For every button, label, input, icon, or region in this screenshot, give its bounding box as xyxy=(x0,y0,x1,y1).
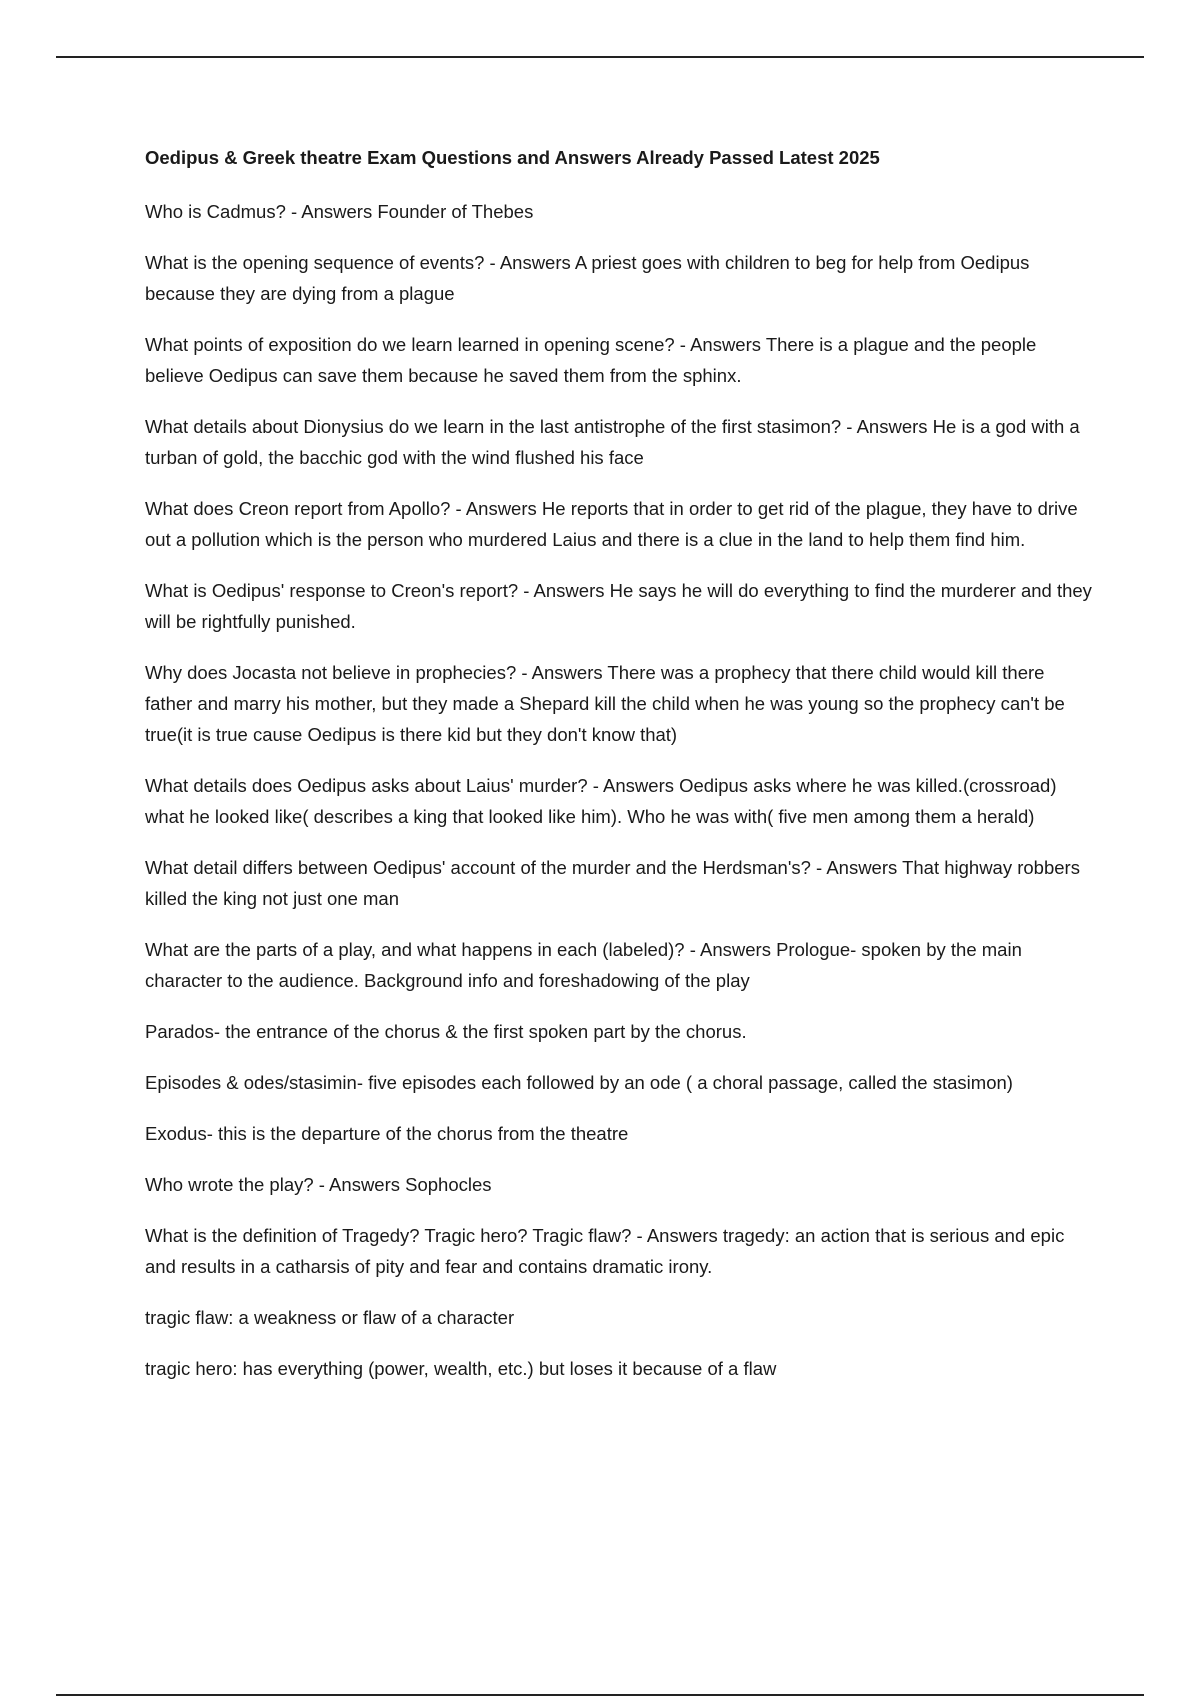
note-tragic-hero: tragic hero: has everything (power, wealth, etc.) but loses it because of a flaw xyxy=(145,1358,777,1379)
bottom-divider xyxy=(56,1694,1144,1696)
qa-opening-sequence: What is the opening sequence of events? - Answers A priest goes with children to beg for help from Oedipus because they are dying from a plague xyxy=(145,252,1030,304)
qa-cadmus: Who is Cadmus? - Answers Founder of Thebes xyxy=(145,201,534,222)
qa-jocasta-prophecies: Why does Jocasta not believe in prophecies? - Answers There was a prophecy that there child would kill there father and marry his mother, but they made a Shepard kill the child when he was young so the prophecy can't be true(it is true cause Oedipus is there kid but they don't know that) xyxy=(145,662,1065,745)
qa-laius-murder-details: What details does Oedipus asks about Laius' murder? - Answers Oedipus asks where he was killed.(crossroad) what he looked like( describes a king that looked like him). Who he was with( five men among them a herald) xyxy=(145,775,1057,827)
document-title: Oedipus & Greek theatre Exam Questions and Answers Already Passed Latest 2025 xyxy=(145,147,880,168)
note-episodes-odes: Episodes & odes/stasimin- five episodes each followed by an ode ( a choral passage, called the stasimon) xyxy=(145,1072,1013,1093)
qa-oedipus-response: What is Oedipus' response to Creon's report? - Answers He says he will do everything to find the murderer and they will be rightfully punished. xyxy=(145,580,1092,632)
qa-tragedy-definition: What is the definition of Tragedy? Tragic hero? Tragic flaw? - Answers tragedy: an action that is serious and epic and results in a catharsis of pity and fear and contains dramatic irony. xyxy=(145,1225,1065,1277)
qa-herdsman-account: What detail differs between Oedipus' account of the murder and the Herdsman's? - Answers That highway robbers killed the king not just one man xyxy=(145,857,1080,909)
qa-author: Who wrote the play? - Answers Sophocles xyxy=(145,1174,492,1195)
note-exodus: Exodus- this is the departure of the chorus from the theatre xyxy=(145,1123,629,1144)
note-parados: Parados- the entrance of the chorus & the first spoken part by the chorus. xyxy=(145,1021,747,1042)
qa-creon-report: What does Creon report from Apollo? - Answers He reports that in order to get rid of the plague, they have to drive out a pollution which is the person who murdered Laius and there is a clue in the land to help them find him. xyxy=(145,498,1078,550)
note-tragic-flaw: tragic flaw: a weakness or flaw of a character xyxy=(145,1307,515,1328)
top-divider xyxy=(56,56,1144,58)
document-body xyxy=(145,146,1095,1404)
qa-dionysius: What details about Dionysius do we learn in the last antistrophe of the first stasimon? - Answers He is a god with a turban of gold, the bacchic god with the wind flushed his face xyxy=(145,416,1080,468)
qa-exposition: What points of exposition do we learn learned in opening scene? - Answers There is a plague and the people believe Oedipus can save them because he saved them from the sphinx. xyxy=(145,334,1037,386)
qa-parts-of-play: What are the parts of a play, and what happens in each (labeled)? - Answers Prologue- spoken by the main character to the audience. Background info and foreshadowing of the play xyxy=(145,939,1022,991)
